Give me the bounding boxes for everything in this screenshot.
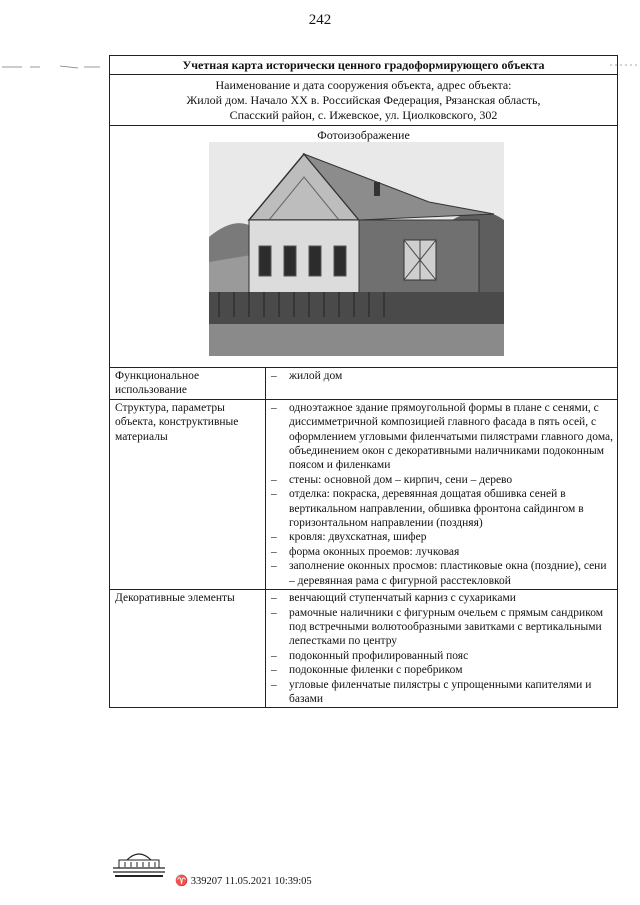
object-info — [110, 75, 617, 126]
list-item: – кровля: двухскатная, шифер — [271, 530, 613, 544]
list-item: – рамочные наличники с фигурным очельем с прямым сандриком под встречными волютообразными завитками с вертикальными лепестками по центру — [271, 606, 613, 649]
document-stamp — [175, 874, 312, 887]
registration-card — [109, 55, 618, 708]
list-item: – заполнение оконных просмов: пластиковые окна (поздние), сени – деревянная рама с фигурной расстекловкой — [271, 559, 613, 588]
stamp-mark-icon: ♈ — [175, 876, 189, 887]
photo-section — [110, 126, 617, 368]
table-row — [110, 399, 617, 589]
stamp-text: 339207 11.05.2021 10:39:05 — [190, 876, 312, 887]
list-item: – угловые филенчатые пилястры с упрощенными капителями и базами — [271, 678, 613, 707]
table-row — [110, 368, 617, 399]
page-number: 242 — [308, 12, 332, 28]
list-item: – стены: основной дом – кирпич, сени – дерево — [271, 473, 613, 487]
object-info-heading: Наименование и дата сооружения объекта, адрес объекта: — [215, 78, 512, 92]
object-info-address: Спасский район, с. Ижевское, ул. Циолковского, 302 — [229, 108, 498, 122]
row-values-decor — [266, 590, 618, 708]
list-item: – отделка: покраска, деревянная дощатая обшивка сеней в вертикальном направлении, обшивка фронтона сайдингом в горизонтальном направлении (поздняя) — [271, 487, 613, 530]
attributes-table — [110, 368, 617, 707]
list-item: – форма оконных проемов: лучковая — [271, 545, 613, 559]
row-label-decor: Декоративные элементы — [110, 590, 266, 708]
table-row — [110, 590, 617, 708]
card-title: Учетная карта исторически ценного градоформирующего объекта — [110, 56, 617, 75]
row-values-function — [266, 368, 618, 399]
list-item: – подоконные филенки с поребриком — [271, 663, 613, 677]
row-values-structure — [266, 399, 618, 589]
footer — [109, 846, 409, 886]
house-photo-icon — [209, 142, 504, 356]
list-item: – жилой дом — [271, 369, 613, 383]
list-item: – венчающий ступенчатый карниз с сухариками — [271, 591, 613, 605]
list-item: – подоконный профилированный пояс — [271, 649, 613, 663]
row-label-structure: Структура, параметры объекта, конструктивные материалы — [110, 399, 266, 589]
row-label-function: Функциональное использование — [110, 368, 266, 399]
list-item: – одноэтажное здание прямоугольной формы в плане с сенями, с диссимметричной композицией главного фасада в пять осей, с оформлением угловыми филенчатыми пилястрами главного дома, объединением окон с декоративными наличниками подоконным поясом и филенками — [271, 401, 613, 473]
object-info-name: Жилой дом. Начало XX в. Российская Федерация, Рязанская область, — [186, 93, 541, 107]
building-logo-icon — [109, 846, 169, 878]
photo-label: Фотоизображение — [317, 128, 410, 142]
margin-scribble — [0, 64, 108, 70]
